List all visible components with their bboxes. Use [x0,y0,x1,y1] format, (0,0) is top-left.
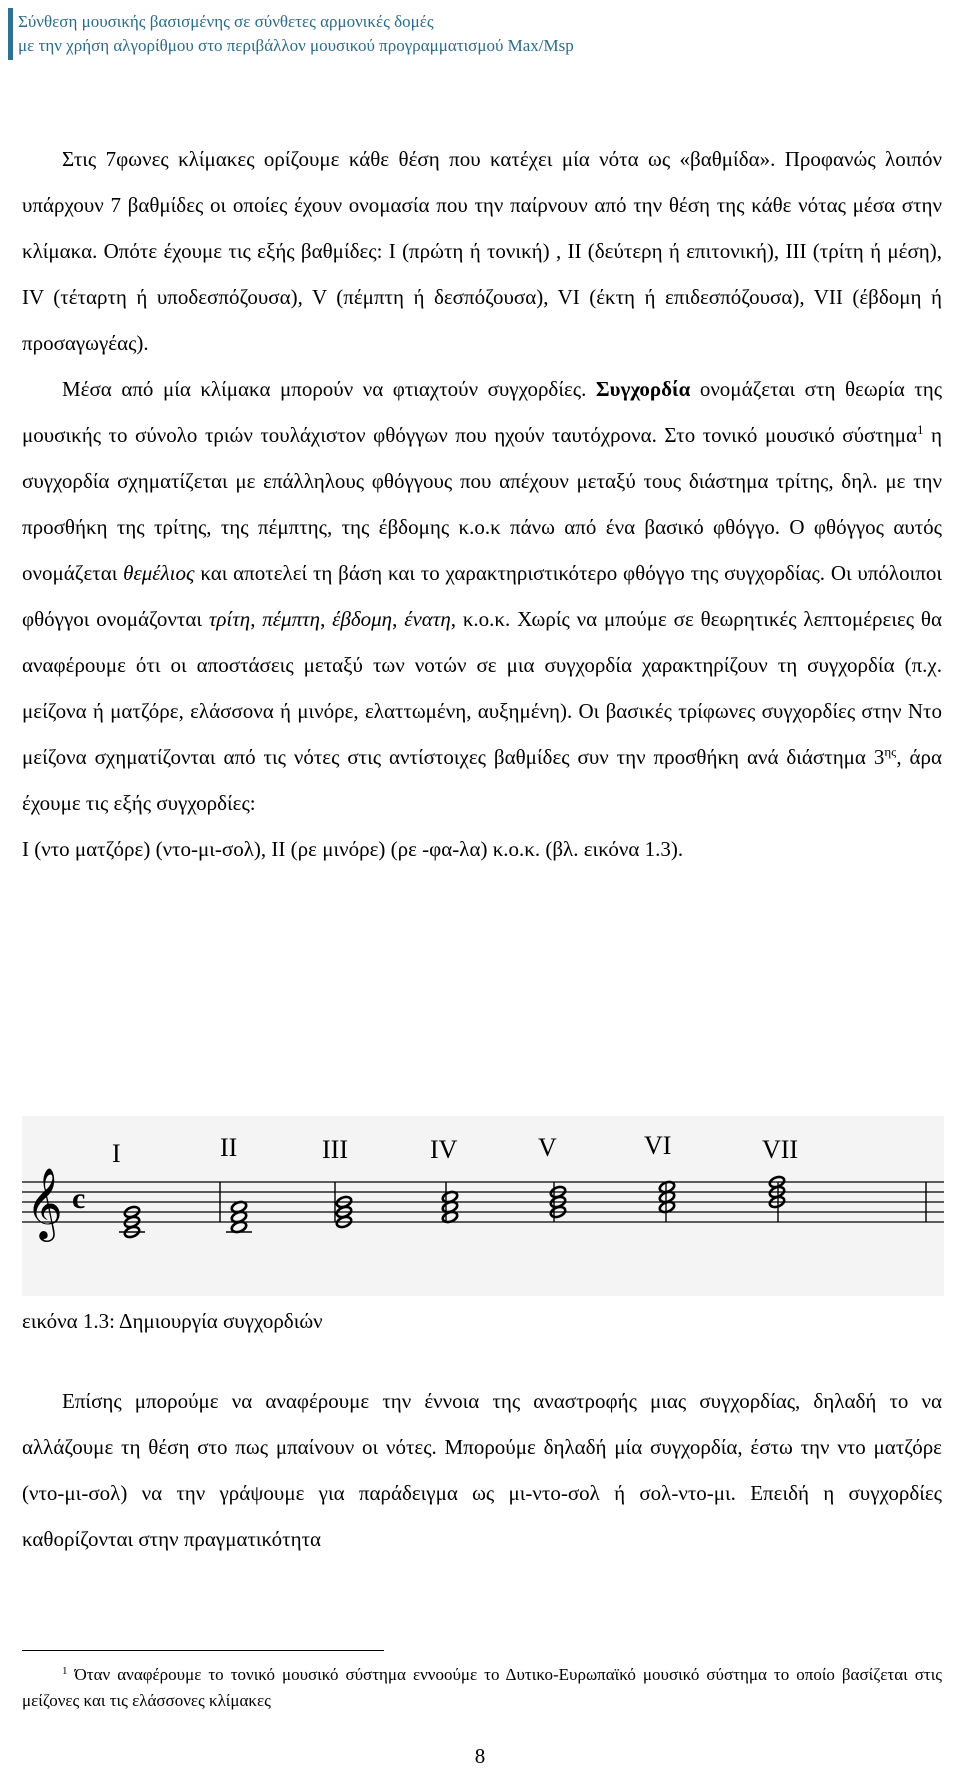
header-accent-bar [8,8,13,60]
ordinal-suffix: ης [884,744,897,759]
chords-figure [22,1116,944,1296]
degree-label: III [322,1135,348,1164]
section-1 [22,136,942,872]
footnote-marker: 1 [62,1665,68,1677]
header-title [18,10,574,58]
footnote-divider [22,1650,384,1651]
paragraph-inversion: Επίσης μπορούμε να αναφέρουμε την έννοια της αναστροφής μιας συγχορδίας, δηλαδή το να αλλάζουμε τη θέση στο πως μπαίνουν οι νότες. Μπορούμε δηλαδή μία συγχορδία, έστω την ντο ματζόρε (ντο-μι-σολ) να την γράψουμε για παράδειγμα ως μι-ντο-σολ ή σολ-ντο-μι. Επειδή η συγχορδίες καθορίζονται στην πραγματικότητα [22,1389,942,1551]
degree-label: II [220,1133,238,1162]
chord-term: Συγχορδία [595,377,691,401]
chords-text-e: , κ.ο.κ. Χωρίς να μπούμε σε θεωρητικές λεπτομέρειες θα αναφέρουμε ότι οι αποστάσεις μεταξύ των νοτών σε μια συγχορδία χαρακτηρίζουν τη συγχορδία (π.χ. μείζονα ή ματζόρε, ελάσσονα ή μινόρε, ελαττωμένη, αυξημένη). Οι βασικές τρίφωνες συγχορδίες στην Ντο μείζονα σχηματίζονται από τις νότες στις αντίστοιχες βαθμίδες συν την προσθήκη ανά διάστημα 3 [22,607,942,769]
degree-label: I [112,1139,121,1168]
header-line-1: Σύνθεση μουσικής βασισμένης σε σύνθετες αρμονικές δομές [18,12,434,31]
staff-image [22,1116,944,1296]
header-line-2: με την χρήση αλγορίθμου στο περιβάλλον μουσικού προγραμματισμού Max/Msp [18,36,574,55]
degree-label: V [538,1133,557,1162]
treble-clef-icon: 𝄞 [26,1166,63,1239]
term-ninth: ένατη [404,607,451,631]
footnote-text: Όταν αναφέρουμε το τονικό μουσικό σύστημα εννοούμε το Δυτικο-Ευρωπαϊκό μουσικό σύστημα το οποίο βασίζεται στις μείζονες και τις ελάσσονες κλίμακες [22,1665,942,1710]
degree-label: VI [644,1131,672,1160]
term-third: τρίτη [208,607,251,631]
page-number: 8 [474,1744,486,1768]
figure-caption: εικόνα 1.3: Δημιουργία συγχορδιών [22,1309,323,1333]
figure-background [22,1116,944,1296]
term-fifth: πέμπτη [262,607,321,631]
paragraph-chords: Μέσα από μία κλίμακα μπορούν να φτιαχτούν συγχορδίες. Συγχορδία ονομάζεται στη θεωρία της μουσικής το σύνολο τριών τουλάχιστον φθόγγων που ηχούν ταυτόχρονα. Στο τονικό μουσικό σύστημα$^1$ η συγχορδία σχηματίζεται με επάλληλους φθόγγους που απέχουν μεταξύ τους διάστημα τρίτης, δηλ. με την προσθήκη της τρίτης, της πέμπτης, της έβδομης κ.ο.κ πάνω από ένα βασικό φθόγγο. Ο φθόγγος αυτός ονομάζεται θεμέλιος και αποτελεί τη βάση και το χαρακτηριστικότερο φθόγγο της συγχορδίας. Οι υπόλοιποι φθόγγοι ονομάζονται τρίτη, πέμπτη, έβδομη, ένατη, κ.ο.κ. Χωρίς να μπούμε σε θεωρητικές λεπτομέρειες θα αναφέρουμε ότι οι αποστάσεις μεταξύ των νοτών σε μια συγχορδία χαρακτηρίζουν τη συγχορδία (π.χ. μείζονα ή ματζόρε, ελάσσονα ή μινόρε, ελαττωμένη, αυξημένη). Οι βασικές τρίφωνες συγχορδίες στην Ντο μείζονα σχηματίζονται από τις νότες στις αντίστοιχες βαθμίδες συν την προσθήκη ανά διάστημα $3^{\eta\varsigma}$, άρα έχουμε τις εξής συγχορδίες: [22,377,943,815]
footnote-indent [22,1665,62,1684]
chords-text-f: , άρα έχουμε τις εξής συγχορδίες: [22,745,942,815]
chords-text-d: και αποτελεί τη βάση και το χαρακτηριστικότερο φθόγγο της συγχορδίας. Οι υπόλοιποι φθόγγοι ονομάζονται [22,561,943,631]
degree-label: VII [762,1135,799,1164]
term-root: θεμέλιος [123,561,195,585]
running-header [8,8,574,60]
chords-text-a: Μέσα από μία κλίμακα μπορούν να φτιαχτούν συγχορδίες. [62,377,587,401]
paragraph-chord-list: I (ντο ματζόρε) (ντο-μι-σολ), II (ρε μινόρε) (ρε -φα-λα) κ.ο.κ. (βλ. εικόνα 1.3). [22,837,684,861]
chords-text-c: η συγχορδία σχηματίζεται με επάλληλους φθόγγους που απέχουν μεταξύ τους διάστημα τρίτης, δηλ. με την προσθήκη της τρίτης, της πέμπτης, της έβδομης κ.ο.κ πάνω από ένα βασικό φθόγγο. Ο φθόγγος αυτός ονομάζεται [22,423,943,585]
term-seventh: έβδομη [332,607,393,631]
common-time-icon: c [72,1182,86,1215]
footnote-ref[interactable]: 1 [916,422,924,437]
degree-label: IV [430,1135,458,1164]
section-2 [22,1378,942,1562]
paragraph-degrees: Στις 7φωνες κλίμακες ορίζουμε κάθε θέση που κατέχει μία νότα ως «βαθμίδα». Προφανώς λοιπόν υπάρχουν 7 βαθμίδες οι οποίες έχουν ονομασία που την παίρνουν από την θέση της κάθε νότας μέσα στην κλίμακα. Οπότε έχουμε τις εξής βαθμίδες: I (πρώτη ή τονική) , II (δεύτερη ή επιτονική), III (τρίτη ή μέση), IV (τέταρτη ή υποδεσπόζουσα), V (πέμπτη ή δεσπόζουσα), VI (έκτη ή επιδεσπόζουσα), VII (έβδομη ή προσαγωγέας). [22,147,942,355]
footnote [22,1662,942,1714]
chords-text-b: ονομάζεται στη θεωρία της μουσικής το σύνολο τριών τουλάχιστον φθόγγων που ηχούν ταυτόχρονα. Στο τονικό μουσικό σύστημα [22,377,943,447]
